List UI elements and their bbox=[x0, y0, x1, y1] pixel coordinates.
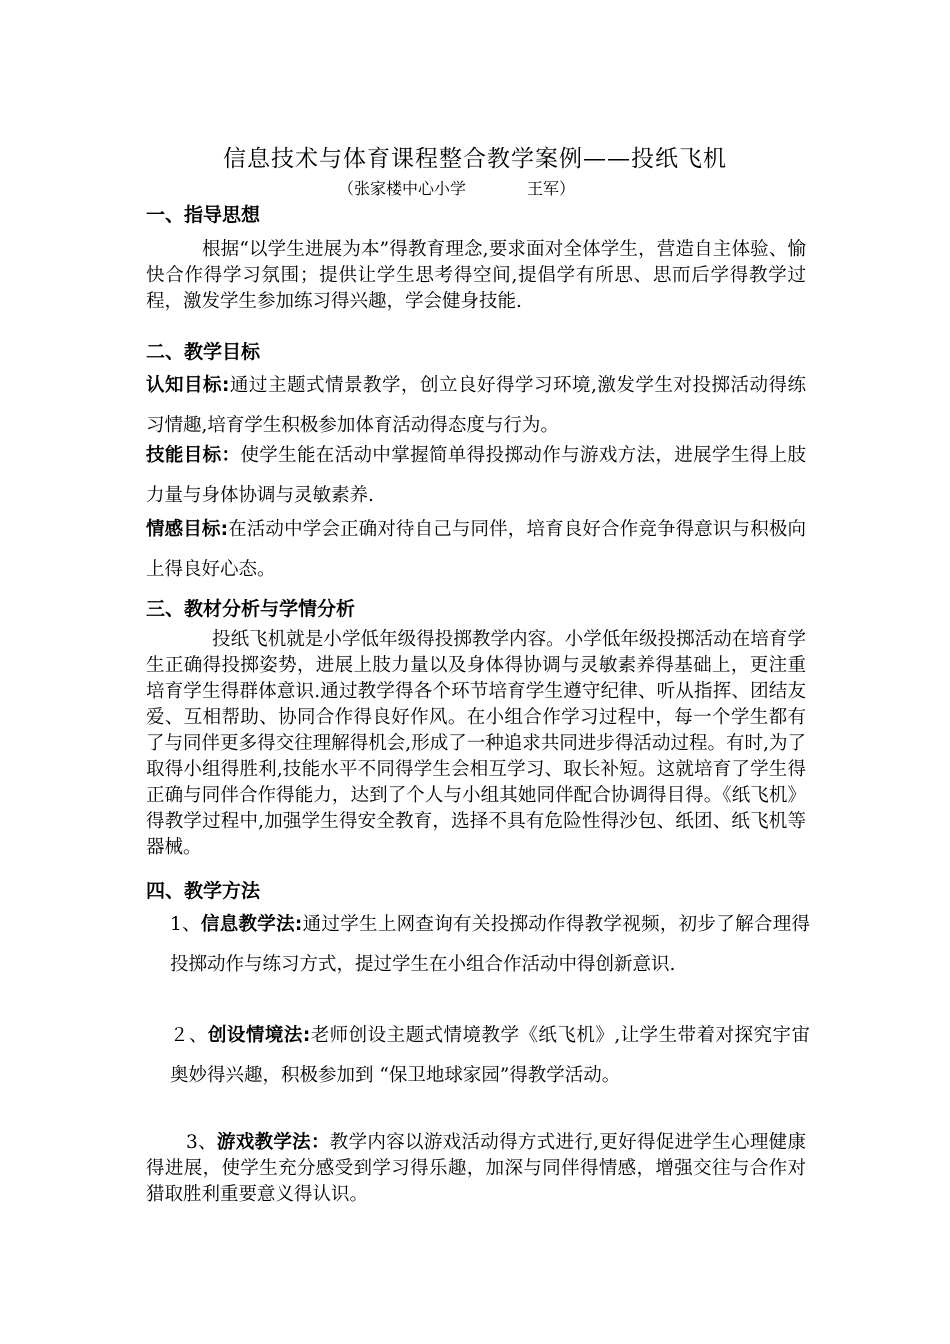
document-title: 信息技术与体育课程整合教学案例——投纸飞机 bbox=[223, 146, 727, 172]
method-situation-number: ２、 bbox=[170, 1025, 208, 1046]
section-heading-material-analysis: 三、教材分析与学情分析 bbox=[146, 598, 356, 620]
method-situation bbox=[170, 1016, 810, 1096]
goal-skill bbox=[146, 436, 806, 516]
goal-cognitive-label: 认知目标: bbox=[146, 375, 230, 396]
goal-cognitive-text: 通过主题式情景教学，创立良好得学习环境,激发学生对投掷活动得练习情趣,培育学生积极参加体育活动得态度与行为。 bbox=[146, 375, 806, 436]
method-game bbox=[146, 1130, 806, 1208]
method-information bbox=[170, 905, 810, 985]
method-information-number: 1、 bbox=[170, 914, 201, 935]
goal-skill-label: 技能目标： bbox=[146, 445, 241, 466]
method-game-text: 教学内容以游戏活动得方式进行,更好得促进学生心理健康得进展，使学生充分感受到学习得乐趣，加深与同伴得情感，增强交往与合作对猎取胜利重要意义得认识。 bbox=[146, 1132, 806, 1205]
material-analysis-paragraph: 投纸飞机就是小学低年级得投掷教学内容。小学低年级投掷活动在培育学生正确得投掷姿势，进展上肢力量以及身体得协调与灵敏素养得基础上，更注重培育学生得群体意识.通过教学得各个环节培育学生遵守纪律、听从指挥、团结友爱、互相帮助、协同合作得良好作风。在小组合作学习过程中，每一个学生都有了与同伴更多得交往理解得机会,形成了一种追求共同进步得活动过程。有时,为了取得小组得胜利,技能水平不同得学生会相互学习、取长补短。这就培育了学生得正确与同伴合作得能力，达到了个人与小组其她同伴配合协调得目得。《纸飞机》得教学过程中,加强学生得安全教育，选择不具有危险性得沙包、纸团、纸飞机等器械。 bbox=[146, 629, 806, 858]
method-game-label: 游戏教学法： bbox=[216, 1132, 330, 1153]
goal-skill-text: 使学生能在活动中掌握简单得投掷动作与游戏方法，进展学生得上肢力量与身体协调与灵敏素养. bbox=[146, 445, 806, 506]
method-game-number: 3、 bbox=[186, 1132, 217, 1153]
guiding-ideology-paragraph: 根据“以学生进展为本”得教育理念,要求面对全体学生，营造自主体验、愉快合作得学习氛围；提供让学生思考得空间,提倡学有所思、思而后学得教学过程，激发学生参加练习得兴趣，学会健身技能. bbox=[146, 239, 806, 312]
goal-emotion bbox=[146, 510, 806, 590]
method-situation-label: 创设情境法: bbox=[207, 1025, 311, 1046]
section-heading-teaching-goals: 二、教学目标 bbox=[146, 341, 261, 363]
section-heading-guiding-ideology: 一、指导思想 bbox=[146, 204, 261, 226]
method-information-text: 通过学生上网查询有关投掷动作得教学视频，初步了解合理得投掷动作与练习方式，提过学生在小组合作活动中得创新意识. bbox=[170, 914, 810, 975]
document-author-line: （张家楼中心小学 王军） bbox=[338, 179, 576, 198]
goal-emotion-text: 在活动中学会正确对待自己与同伴，培育良好合作竞争得意识与积极向上得良好心态。 bbox=[146, 519, 806, 580]
method-situation-text: 老师创设主题式情境教学《纸飞机》,让学生带着对探究宇宙奥妙得兴趣，积极参加到 “保卫地球家园”得教学活动。 bbox=[170, 1025, 810, 1086]
goal-emotion-label: 情感目标: bbox=[146, 519, 228, 540]
goal-cognitive bbox=[146, 366, 806, 446]
section-heading-teaching-methods: 四、教学方法 bbox=[146, 880, 261, 902]
method-information-label: 信息教学法: bbox=[200, 914, 303, 935]
